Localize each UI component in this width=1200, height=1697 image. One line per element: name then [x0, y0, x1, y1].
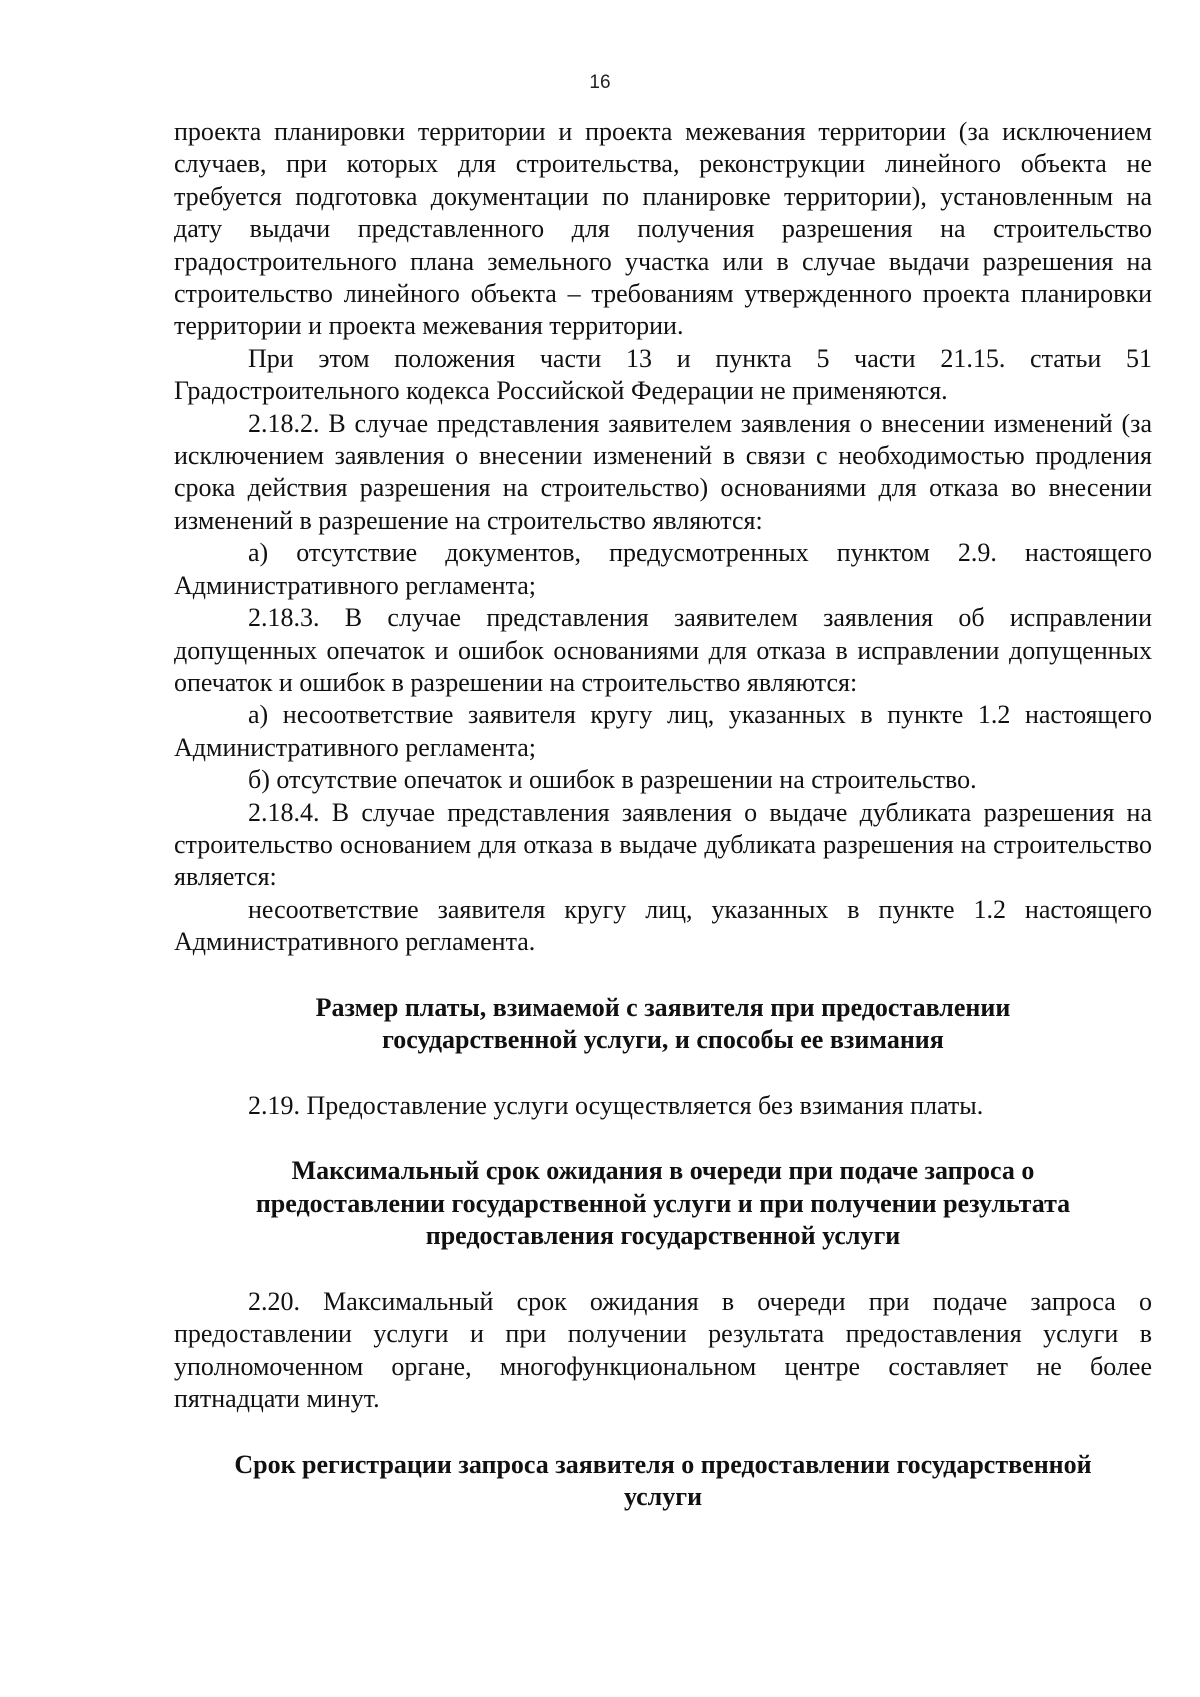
- heading-line: предоставления государственной услуги: [425, 1221, 901, 1251]
- paragraph: несоответствие заявителя кругу лиц, указанных в пункте 1.2 настоящего Административного регламента.: [174, 894, 1152, 957]
- paragraph: 2.18.4. В случае представления заявления о выдаче дубликата разрешения на строительство основанием для отказа в выдаче дубликата разрешения на строительство является:: [174, 797, 1152, 892]
- paragraph: 2.19. Предоставление услуги осуществляется без взимания платы.: [248, 1090, 984, 1120]
- section-heading-fee: [174, 992, 1152, 1057]
- section-heading-registration: [174, 1449, 1152, 1514]
- heading-line: Срок регистрации запроса заявителя о предоставлении государственной: [234, 1449, 1092, 1479]
- paragraph: 2.18.2. В случае представления заявителем заявления о внесении изменений (за исключением заявления о внесении изменений в связи с необходимостью продления срока действия разрешения на строительство) основаниями для отказа во внесении изменений в разрешение на строительство являются:: [174, 408, 1152, 535]
- heading-line: Максимальный срок ожидания в очереди при подаче запроса о: [291, 1156, 1035, 1186]
- section-heading-queue-time: [174, 1155, 1152, 1253]
- paragraph: а) отсутствие документов, предусмотренных пунктом 2.9. настоящего Административного регламента;: [174, 538, 1152, 600]
- paragraph: б) отсутствие опечаток и ошибок в разрешении на строительство.: [248, 765, 977, 795]
- paragraph: 2.18.3. В случае представления заявителем заявления об исправлении допущенных опечаток и ошибок основаниями для отказа в исправлении допущенных опечаток и ошибок в разрешении на строительство являются:: [174, 603, 1152, 697]
- heading-line: государственной услуги, и способы ее взимания: [382, 1025, 944, 1055]
- paragraph: а) несоответствие заявителя кругу лиц, указанных в пункте 1.2 настоящего Административного регламента;: [174, 700, 1152, 762]
- paragraph: проекта планировки территории и проекта межевания территории (за исключением случаев, при которых для строительства, реконструкции линейного объекта не требуется подготовка документации по планировке территории), установленным на дату выдачи представленного для получения разрешения на строительство градостроительного плана земельного участка или в случае выдачи разрешения на строительство линейного объекта – требованиям утвержденного проекта планировки территории и проекта межевания территории.: [174, 117, 1152, 341]
- paragraph: При этом положения части 13 и пункта 5 части 21.15. статьи 51 Градостроительного кодекса Российской Федерации не применяются.: [174, 343, 1152, 406]
- page-number: 16: [589, 72, 611, 93]
- heading-line: услуги: [623, 1482, 703, 1512]
- paragraph: 2.20. Максимальный срок ожидания в очереди при подаче запроса о предоставлении услуги и при получении результата предоставления услуги в уполномоченном органе, многофункциональном центре составляет не более пятнадцати минут.: [174, 1286, 1152, 1414]
- heading-line: предоставлении государственной услуги и при получении результата: [255, 1188, 1071, 1218]
- heading-line: Размер платы, взимаемой с заявителя при предоставлении: [315, 992, 1011, 1022]
- document-body: [174, 116, 1152, 1514]
